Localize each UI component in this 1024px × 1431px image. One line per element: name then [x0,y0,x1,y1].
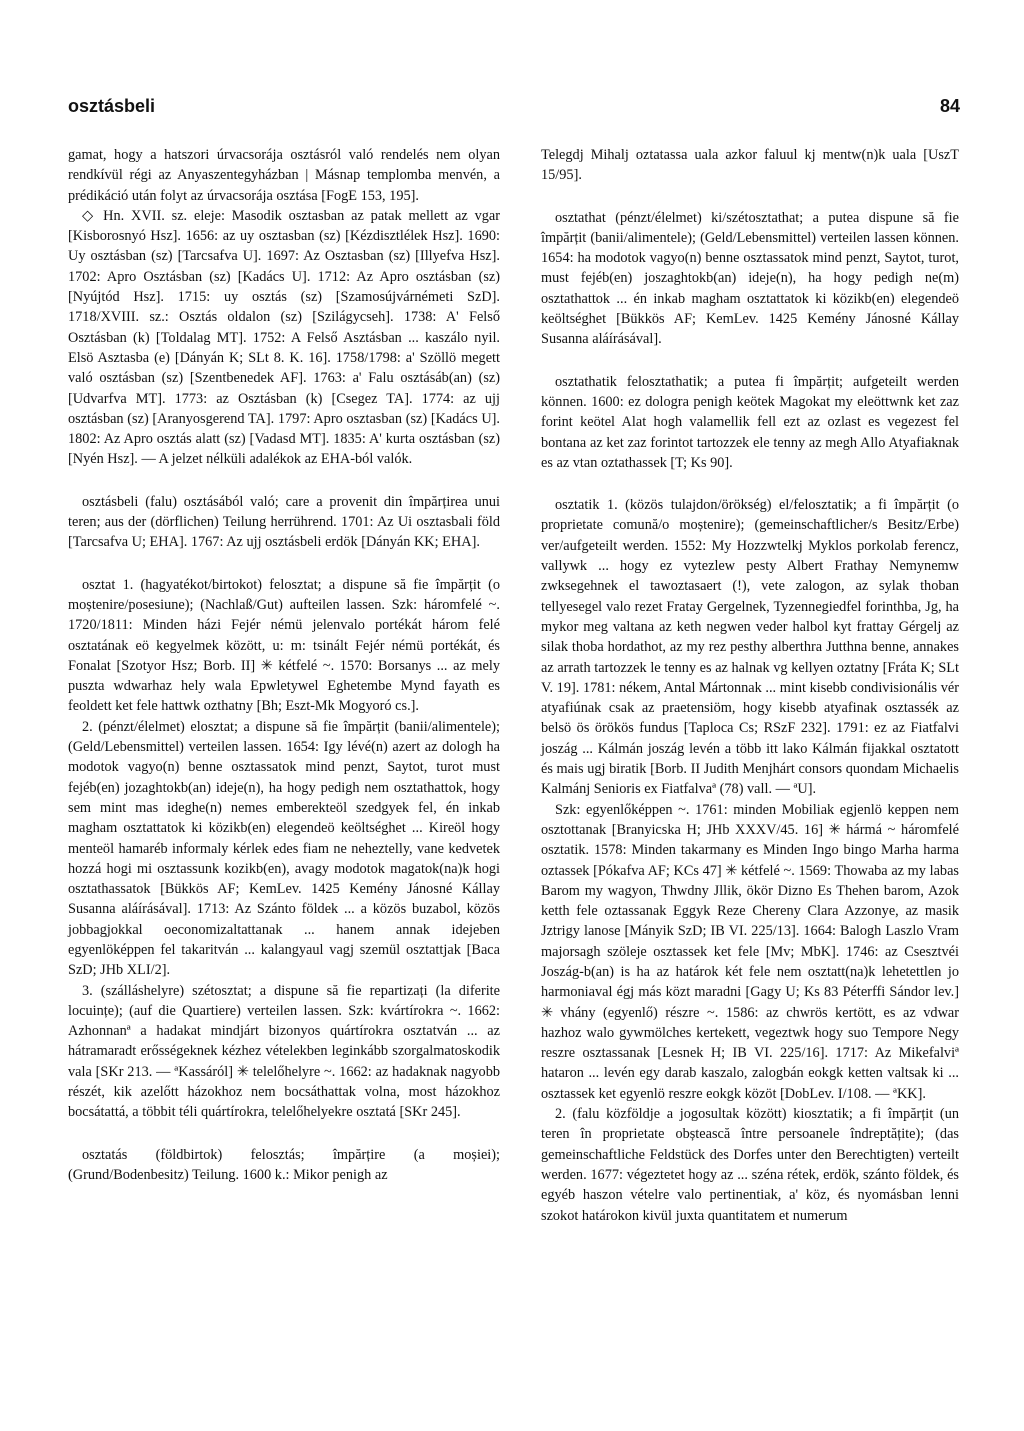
entry-osztat-sense-2: 2. (pénzt/élelmet) elosztat; a dispune să fie împărțit (banii/alimentele); (Geld/Lebensmittel) verteilen lassen. 1654: Igy lévé(n) azert az dologh ha modotok vagyo(n) benne osztassatok mind penzt, Saytot, turot must fejéb(en) jozaghtokb(an) ideje(n), ha hogy pedigh nem osztathattok, hogy sem mint mas ideghe(n) nemes emberekteöl szedgyek fel, én inkab magham osztattatok ki közikb(en) elegendeö keöltséghet ... Kireöl hogy menteöl hamaréb informaly kérlek edes fiam ne neheztelly, vane kedvetek hozzá hogi mi osztassunk kozikb(en), avagy modotok magatok(na)k hogi osztathassatok [Bükkös AF; KemLev. 1425 Kemény Jánosné Kállay Susanna aláírásával]. 1713: Az Szánto földek ... a közös buzabol, közös jobbagjokkal oeconomizaltattanak ... hanem annak idejeben egyenlöképpen fel takaritván ... kalangyaul vagj szemül osztattjak [Baca SzD; JHb XLI/2]. [68,718,500,979]
right-column [541,145,959,1226]
entry-osztasbeli: osztásbeli (falu) osztásából való; care a provenit din împărțirea unui teren; aus der (dörflichen) Teilung herrührend. 1701: Az Ui osztasbali föld [Tarcsafva U; EHA]. 1767: Az ujj osztásbeli erdök [Dányán KK; EHA]. [68,493,500,551]
left-column [68,145,500,1185]
entry-osztatik-phrases: Szk: egyenlőképpen ~. 1761: minden Mobiliak egjenlö keppen nem osztottanak [Branyicska H; JHb XXXV/45. 16] ✳ hármá ~ háromfelé osztatik. 1578: Minden takarmany es Minden Ingo bingo Marha harma oztassek [Pókafva AF; KCs 47] ✳ kétfelé ~. 1569: Thowaba az my labas Barom my wagyon, Thwdny Jllik, ökör Dizno Es Thehen barom, Azok ketth fele oztassanak Eggyk Reze Chereny Clara Azzonye, az masik Jztrigy lanose [Mányik SzD; IB VI. 225/13]. 1664: Balogh Laszlo Vram majorsagh szöleje osztassek ket fele [Mv; MbK]. 1746: az Csesztvéi Joszág-b(an) is ha az határok két fele nem osztatt(na)k lehetettlen jo harmoniaval égj más közt maradni [Gagy U; Ks 83 Péterffi Sándor lev.] ✳ vhány (egyenlő) részre ~. 1586: az chwrös kertött, es az vdwar hazhoz walo gywmölches kertekett, vegeztwk hogy suo Tempore Negy reszre osztassanak [Lesnek H; IB VI. 225/16]. 1717: Az Mikefalviª hataron ... levén egy darab kaszalo, zalogbán eokgk ketten valtsak ki ... osztassek ket egyenlö reszre eokgk közöt [DobLev. I/108. — ªKK]. [541,801,959,1102]
entry-osztat-sense-1: osztat 1. (hagyatékot/birtokot) felosztat; a dispune să fie împărțit (o moștenire/posesiune); (Nachlaß/Gut) aufteilen lassen. Szk: háromfelé ~. 1720/1811: Minden házi Fejér némü jelenvalo portékát három felé osztatának eö kegyelmek között, u: m: tsinált Fejér némü portékát, és Fonalat [Szotyor Hsz; Borb. II] ✳ kétfelé ~. 1570: Borsanys ... az mely puszta wdwarhaz hely wala Epwletywel Eghetembe Mynd fayath es feoldett ket fele hattwk ozthatny [Bh; Eszt-Mk Mogyoró cs.]. [68,576,500,715]
entry-osztatik-sense-1: osztatik 1. (közös tulajdon/örökség) el/felosztatik; a fi împărțit (o proprietate comună/o moștenire); (gemeinschaftlicher/s Besitz/Erbe) ver/aufgeteilt werden. 1552: My Hozzwtelkj Myklos porkolab ferencz, vallywk ... hogy ez vytezlew pesty Albert Frathay Nemynemw zwksegehnek el tawoztasaert (!), vete zalogon, az sylak thoban tellyesegel valo rezet Fratay Gergelnek, Tyzennegiedfel forinthba, Jg, ha mykor meg valtana az keth negwen veder halbol kyt frattay Gérgelj az silak thoba hordathot, az my rez pesthy alberthra Jutthna benne, annakes az arrath tartozzek le tenny es az halnak vg kellyen oztatny [Fráta K; SLt V. 19]. 1781: nékem, Antal Mártonnak ... mint kisebb condivisionális vér atyafiúnak csak az praetensiöm, hogy kisebb atyafinak osztassék az belsö ös örökös fundus [Taploca Cs; RSzF 232]. 1791: ez az Fiatfalvi joszág ... Kálmán joszág levén a több itt lako Kálmán fijakkal osztatott és mais ugj biratik [Borb. II Judith Menjhárt consors quondam Michaelis Kalmánj Senioris ex Fiatfalvaª (78) vall. — ªU]. [541,497,959,798]
entry-osztathatik: osztathatik felosztathatik; a putea fi împărțit; aufgeteilt werden können. 1600: ez dologra penigh keötek Magokat my eleöttwnk ket zaz forint keötel Alat hogh valamellik fell ezt az ozlast es vegezest fel bontana az ket zaz forintot tartozzek ele tenny az megh Allo Atyafiaknak es az vtan oztathassek [T; Ks 90]. [541,373,959,471]
place-name-section: ◇ Hn. XVII. sz. eleje: Masodik osztasban az patak mellett az vgar [Kisborosnyó Hsz]. 1656: az uy osztasban (sz) [Kézdisztlélek Hsz]. 1690: Uy osztásban (sz) [Tarcsafva U]. 1697: Az Osztasban (sz) [Illyefva Hsz]. 1702: Apro Osztásban (sz) [Kadács U]. 1712: Az Apro osztásban (sz) [Nyújtód Hsz]. 1715: uy osztás (sz) [Szamosújvárnémeti SzD]. 1718/XVIII. sz.: Osztás oldalon (sz) [Szilágycseh]. 1738: A' Felső Osztásban (k) [Toldalag MT]. 1752: A Felső Asztásban ... kaszálo nyil. Elsö Asztasba (e) [Dányán K; SLt 8. K. 16]. 1758/1798: a' Szöllö megett való osztásban (sz) [Szentbenedek AF]. 1763: a' Falu osztásáb(an) (sz) [Udvarfva MT]. 1773: az Osztásban (k) [Csegez TA]. 1774: az ujj osztásban (sz) [Aranyosgerend TA]. 1797: Apro osztasban (sz) [Kadács U]. 1802: Az Apro osztás alatt (sz) [Vadasd MT]. 1835: A' kurta osztásban (sz) [Nyén Hsz]. — A jelzet nélküli adalékok az EHA-ból valók. [68,207,500,468]
entry-osztatik-sense-2: 2. (falu közföldje a jogosultak között) kiosztatik; a fi împărțit (un teren în proprietate obștească între persoanele îndreptățite); (das gemeinschaftliche Feldstück des Dorfes unter den Berechtigten) verteilt werden. 1677: végeztetet hogy az ... széna rétek, erdök, szánto földek, és egyéb haszon vételre valo pertinentiak, a' köz, és nyomásban lenni szokot határokon kivül juxta quantitatem et numerum [541,1106,959,1224]
running-headword: osztásbeli [68,96,156,116]
entry-continuation-right: Telegdj Mihalj oztatassa uala azkor faluul kj mentw(n)k uala [UszT 15/95]. [541,147,959,184]
entry-continuation: gamat, hogy a hatszori úrvacsorája osztásról való rendelés nem olyan rendkívül régi az Anyaszentegyházban | Másnap templomba menvén, a prédikáció után folyt az úrvacsorája osztása [FogE 153, 195]. [68,147,500,204]
entry-osztat-sense-3: 3. (szálláshelyre) szétosztat; a dispune să fie repartizați (la diferite locuințe); (auf die Quartiere) verteilen lassen. Szk: kvártírokra ~. 1662: Azhonnanª a hadakat mindjárt bizonyos quártírokra osztatván ... az hátramaradt erősségeknek kézhez vételekben leginkább szorgalmatoskodik vala [SKr 213. — ªKassáról] ✳ telelőhelyre ~. 1662: az hadaknak nagyobb részét, kik azelőtt házokhoz nem bocsáthattak volna, most házokhoz bocsátattá, a többit téli quártírokra, telelőhelyekre osztatá [SKr 245]. [68,982,500,1121]
running-header [68,96,960,124]
page-number: 84 [939,96,960,116]
entry-osztathat: osztathat (pénzt/élelmet) ki/szétosztathat; a putea dispune să fie împărțit (banii/alimentele); (Geld/Lebensmittel) verteilen lassen können. 1654: ha modotok vagyo(n) benne osztassatok mind penzt, Saytot, turot, must fejéb(en) joszaghtokb(an) ideje(n), ha hogy pedigh ne(m) osztathattok ... én inkab magham osztattatok ki közikb(en) elegendeö keöltséghet [Bükkös AF; KemLev. 1425 Kemény Jánosné Kállay Susanna aláírásával]. [541,209,959,348]
entry-osztatas: osztatás (földbirtok) felosztás; împărțire (a moșiei); (Grund/Bodenbesitz) Teilung. 1600 k.: Mikor penigh az [68,1146,500,1183]
